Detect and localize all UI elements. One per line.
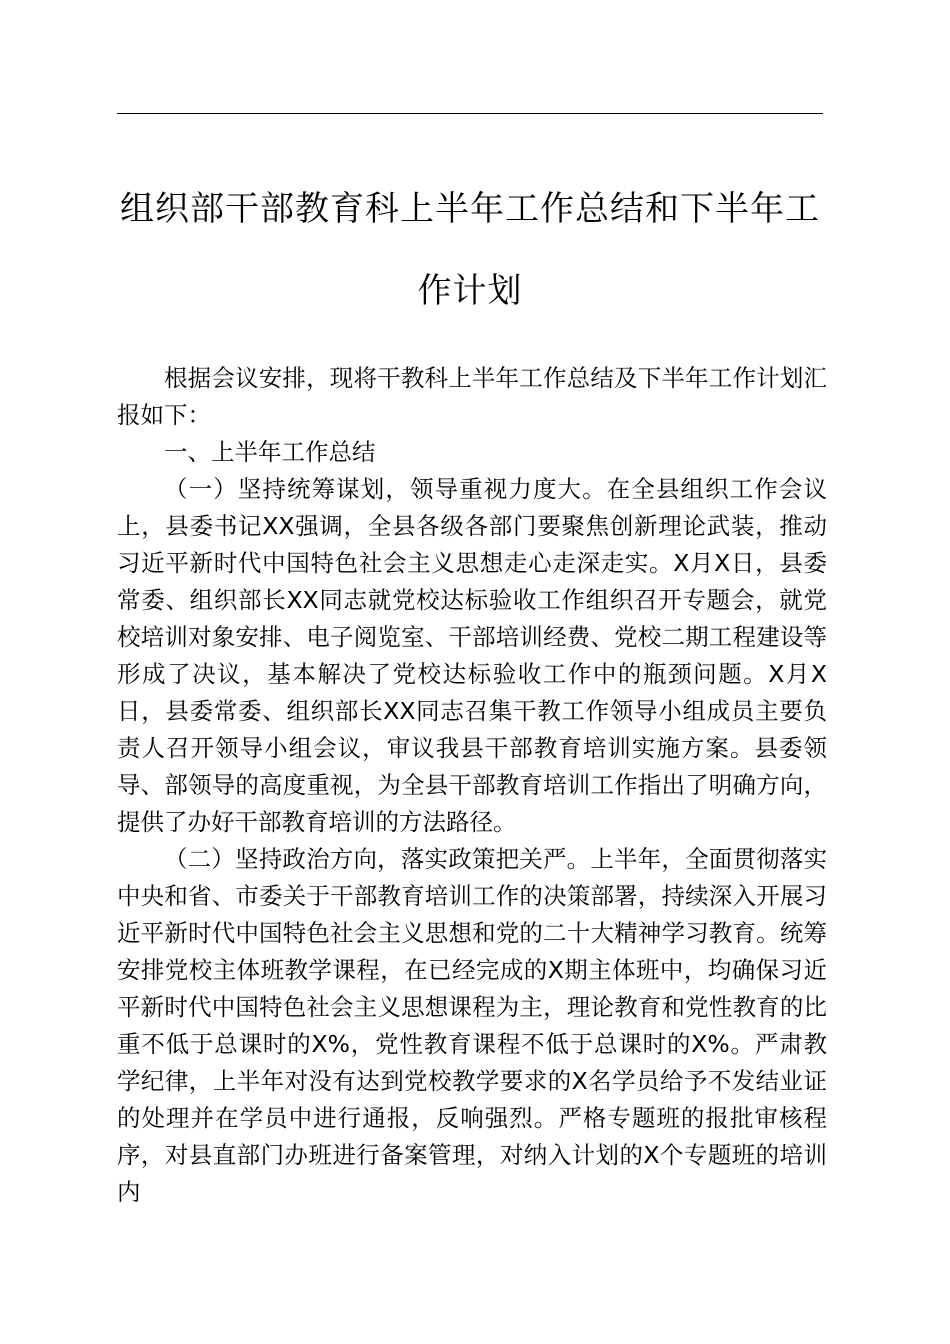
intro-paragraph: 根据会议安排，现将干教科上半年工作总结及下半年工作计划汇报如下： bbox=[117, 364, 827, 429]
document-body bbox=[117, 360, 827, 1211]
header-rule bbox=[117, 113, 823, 114]
document-title: 组织部干部教育科上半年工作总结和下半年工作计划 bbox=[120, 189, 820, 311]
body-paragraph: （一）坚持统筹谋划，领导重视力度大。在全县组织工作会议上，县委书记XX强调，全县各级各部门要聚焦创新理论武装，推动习近平新时代中国特色社会主义思想走心走深走实。X月X日，县委常委、组织部长XX同志就党校达标验收工作组织召开专题会，就党校培训对象安排、电子阅览室、干部培训经费、党校二期工程建设等形成了决议，基本解决了党校达标验收工作中的瓶颈问题。X月X日，县委常委、组织部长XX同志召集干教工作领导小组成员主要负责人召开领导小组会议，审议我县干部教育培训实施方案。县委领导、部领导的高度重视，为全县干部教育培训工作指出了明确方向，提供了办好干部教育培训的方法路径。 bbox=[117, 475, 827, 836]
section-heading: 一、上半年工作总结 bbox=[164, 438, 376, 466]
body-paragraph: （二）坚持政治方向，落实政策把关严。上半年，全面贯彻落实中央和省、市委关于干部教育培训工作的决策部署，持续深入开展习近平新时代中国特色社会主义思想和党的二十大精神学习教育。统筹安排党校主体班教学课程，在已经完成的X期主体班中，均确保习近平新时代中国特色社会主义思想课程为主，理论教育和党性教育的比重不低于总课时的X%，党性教育课程不低于总课时的X%。严肃教学纪律，上半年对没有达到党校教学要求的X名学员给予不发结业证的处理并在学员中进行通报，反响强烈。严格专题班的报批审核程序，对县直部门办班进行备案管理，对纳入计划的X个专题班的培训内 bbox=[117, 845, 827, 1206]
